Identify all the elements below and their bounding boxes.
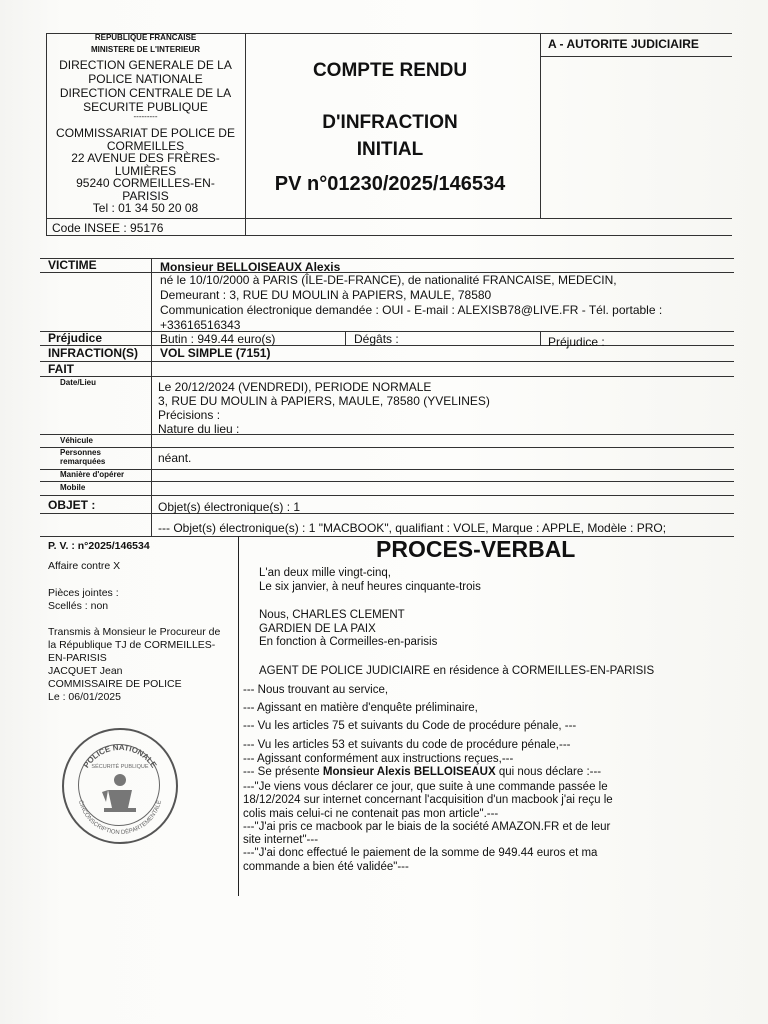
pv-line: --- Nous trouvant au service, xyxy=(243,684,389,696)
direction-line: DIRECTION GENERALE DE LA xyxy=(59,58,232,72)
objet-top-line xyxy=(40,495,734,496)
title-initial: INITIAL xyxy=(356,139,424,160)
stamp-mid-text: SÉCURITÉ PUBLIQUE xyxy=(91,764,149,770)
pv-line: --- Vu les articles 53 et suivants du code de procédure pénale,--- xyxy=(243,739,571,751)
prejudice-divider-1 xyxy=(345,331,346,345)
statement-line: 18/12/2024 sur internet concernant l'acquisition d'un macbook j'ai reçu le xyxy=(243,794,613,807)
presente-prefix: --- Se présente xyxy=(243,766,323,778)
sidebar-scelles: Scellés : non xyxy=(48,600,109,612)
pv-lines-b xyxy=(243,739,601,780)
prejudice-divider-2 xyxy=(540,331,541,345)
maniere-top-line xyxy=(40,469,734,470)
pv-presente-line xyxy=(243,766,601,780)
commissariat-line: CORMEILLES xyxy=(106,138,185,153)
direction-line: DIRECTION CENTRALE DE LA xyxy=(59,86,232,100)
fait-precisions: Précisions : xyxy=(158,408,221,422)
header-mid-line xyxy=(46,218,732,219)
fait-label: FAIT xyxy=(48,362,74,376)
victime-birth: né le 10/10/2000 à PARIS (ÎLE-DE-FRANCE), de nationalité FRANCAISE, MEDECIN, xyxy=(160,273,617,287)
fait-address: 3, RUE DU MOULIN à PAPIERS, MAULE, 78580 (YVELINES) xyxy=(158,394,490,408)
fait-top-line xyxy=(40,361,734,362)
direction-line: POLICE NATIONALE xyxy=(88,72,203,86)
autorite-label: A - AUTORITE JUDICIAIRE xyxy=(548,37,699,51)
officer-line: Nous, CHARLES CLEMENT xyxy=(259,609,405,621)
direction-block xyxy=(46,58,245,120)
commissariat-line: 22 AVENUE DES FRÈRES- xyxy=(71,151,220,165)
victime-name: Monsieur BELLOISEAUX Alexis xyxy=(160,260,341,274)
infraction-value: VOL SIMPLE (7151) xyxy=(160,346,271,360)
mobile-label: Mobile xyxy=(60,483,86,492)
personnes-label xyxy=(60,448,105,466)
stamp-emblem xyxy=(64,730,176,842)
sidebar-affaire: Affaire contre X xyxy=(48,560,121,572)
title-compte-rendu: COMPTE RENDU xyxy=(312,60,468,81)
statement-line: commande a bien été validée"--- xyxy=(243,860,409,873)
fait-date: Le 20/12/2024 (VENDREDI), PERIODE NORMALE xyxy=(158,380,432,394)
victime-details xyxy=(160,273,662,333)
sidebar-transmis-block xyxy=(48,626,220,704)
date-top-line xyxy=(40,376,734,377)
maniere-label: Manière d'opérer xyxy=(60,470,125,479)
title-infraction: D'INFRACTION xyxy=(322,112,458,133)
mobile-top-line xyxy=(40,481,734,482)
victime-label: VICTIME xyxy=(48,258,97,272)
victime-phone: +33616516343 xyxy=(160,318,241,332)
vehicule-label: Véhicule xyxy=(60,436,93,445)
personnes-value: néant. xyxy=(158,451,192,465)
sidebar-pieces-block xyxy=(48,587,119,613)
victime-address: Demeurant : 3, RUE DU MOULIN à PAPIERS, MAULE, 78580 xyxy=(160,288,492,302)
objet-count: Objet(s) électronique(s) : 1 xyxy=(158,500,301,514)
presente-suffix: qui nous déclare :--- xyxy=(495,766,602,778)
personnes-line: Personnes xyxy=(60,448,101,457)
transmis-line: EN-PARISIS xyxy=(48,652,107,664)
transmis-line: Transmis à Monsieur le Procureur de xyxy=(48,626,221,638)
direction-line: SECURITE PUBLIQUE xyxy=(83,100,208,114)
header-bottom-line xyxy=(46,235,732,236)
officer-line: GARDIEN DE LA PAIX xyxy=(259,622,376,635)
statement-line: ---"J'ai pris ce macbook par le biais de la société AMAZON.FR et de leur xyxy=(243,820,611,833)
pv-line: --- Agissant en matière d'enquête préliminaire, xyxy=(243,702,478,714)
commissariat-line: LUMIÈRES xyxy=(114,163,177,178)
sidebar-pv-number: P. V. : n°2025/146534 xyxy=(48,540,150,552)
sidebar-pieces: Pièces jointes : xyxy=(48,587,119,599)
transmis-line: COMMISSAIRE DE POLICE xyxy=(48,678,182,690)
statement-line: ---"J'ai donc effectué le paiement de la somme de 949.44 euros et ma xyxy=(243,847,598,860)
pv-statement xyxy=(243,781,613,874)
transmis-line: la République TJ de CORMEILLES- xyxy=(48,639,216,651)
pv-date-line: Le six janvier, à neuf heures cinquante-trois xyxy=(259,581,481,593)
pv-agent: AGENT DE POLICE JUDICIAIRE en résidence à CORMEILLES-EN-PARISIS xyxy=(259,665,655,677)
commissariat-phone: Tel : 01 34 50 20 08 xyxy=(92,201,199,215)
police-stamp xyxy=(62,728,178,844)
butin-value: Butin : 949.44 euro(s) xyxy=(160,332,276,346)
pv-lines-a xyxy=(243,681,576,735)
ministere-label: MINISTERE DE L'INTERIEUR xyxy=(90,45,201,54)
pv-line: --- Vu les articles 75 et suivants du Code de procédure pénale, --- xyxy=(243,720,577,732)
separator: --------- xyxy=(133,112,158,121)
objet-mid-line xyxy=(40,513,734,514)
prejudice-label: Préjudice xyxy=(48,331,103,345)
commissariat-line: PARISIS xyxy=(122,188,169,203)
fait-details xyxy=(158,380,490,436)
presente-name: Monsieur Alexis BELLOISEAUX xyxy=(322,766,496,778)
stamp-top-text: POLICE NATIONALE xyxy=(81,742,159,770)
objet-label: OBJET : xyxy=(48,498,96,512)
personnes-top-line xyxy=(40,447,734,448)
pv-date-block xyxy=(259,566,481,594)
proces-verbal-title: PROCES-VERBAL xyxy=(376,536,576,562)
commissariat-block xyxy=(46,127,245,215)
header-divider-2 xyxy=(540,33,541,218)
objet-description: --- Objet(s) électronique(s) : 1 "MACBOOK", qualifiant : VOLE, Marque : APPLE, Modèle : PRO; xyxy=(158,521,667,535)
commissariat-line: 95240 CORMEILLES-EN- xyxy=(76,176,215,190)
table-top-line xyxy=(40,258,734,259)
republique-label: REPUBLIQUE FRANCAISE xyxy=(94,33,197,42)
statement-line: colis mais celui-ci ne contenait pas mon article".--- xyxy=(243,807,499,820)
stamp-figure xyxy=(102,774,136,812)
statement-line: ---"Je viens vous déclarer ce jour, que suite à une commande passée le xyxy=(243,781,608,793)
infraction-label: INFRACTION(S) xyxy=(48,346,138,360)
date-lieu-label: Date/Lieu xyxy=(60,378,97,387)
pv-number: PV n°01230/2025/146534 xyxy=(274,173,506,195)
pv-line: --- Agissant conformément aux instructions reçues,--- xyxy=(243,752,514,765)
body-divider xyxy=(238,536,239,896)
pv-date-line: L'an deux mille vingt-cinq, xyxy=(259,567,391,579)
pv-officer-block xyxy=(259,609,437,650)
transmis-line: JACQUET Jean xyxy=(48,665,123,677)
prejudice-field-label: Préjudice : xyxy=(548,335,605,349)
victime-contact: Communication électronique demandée : OUI - E-mail : ALEXISB78@LIVE.FR - Tél. portable : xyxy=(160,303,663,317)
fait-nature: Nature du lieu : xyxy=(158,422,240,436)
statement-line: site internet"--- xyxy=(243,834,319,847)
code-insee: Code INSEE : 95176 xyxy=(52,221,164,235)
personnes-line: remarquées xyxy=(60,457,106,466)
degats-label: Dégâts : xyxy=(354,332,399,346)
transmis-date: Le : 06/01/2025 xyxy=(48,691,121,703)
autorite-line xyxy=(540,56,732,57)
table-divider xyxy=(151,258,152,536)
commissariat-line: COMMISSARIAT DE POLICE DE xyxy=(56,126,235,140)
stamp-bottom-text: CIRCONSCRIPTION DÉPARTEMENTALE xyxy=(76,799,164,837)
officer-line: En fonction à Cormeilles-en-parisis xyxy=(259,636,438,648)
